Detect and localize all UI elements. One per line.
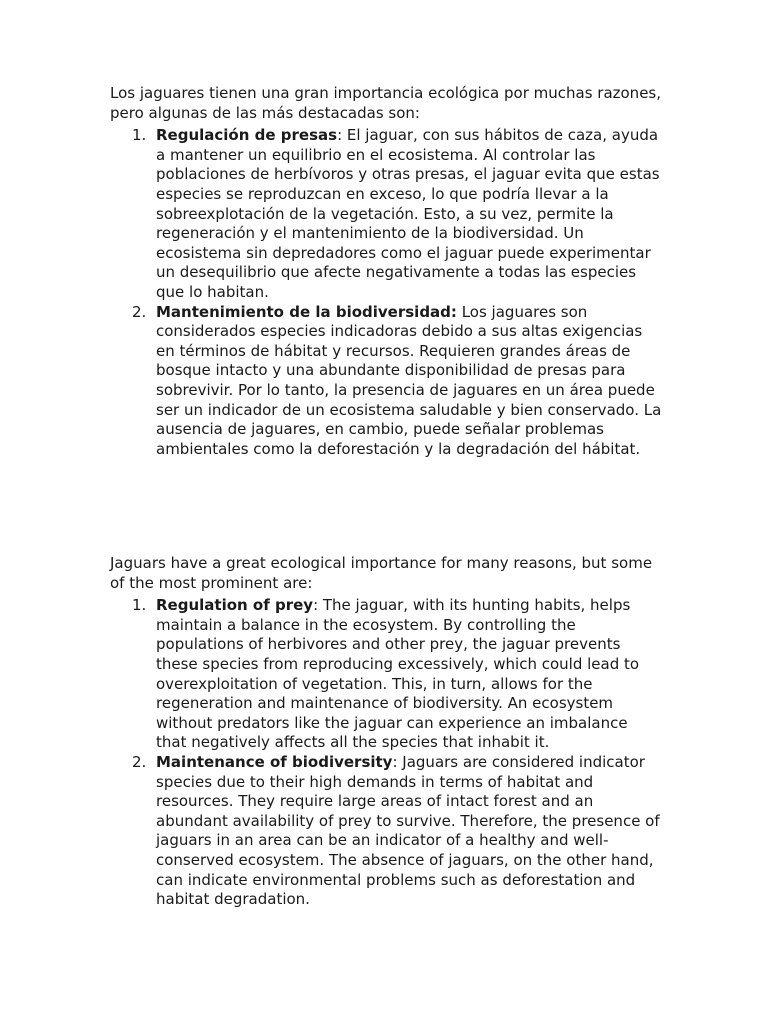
intro-paragraph: Los jaguares tienen una gran importancia ecológica por muchas razones, pero algunas de las más destacadas son: xyxy=(110,84,662,122)
list-item xyxy=(132,752,662,910)
list-number: 2. xyxy=(132,302,147,321)
list-item-separator: : xyxy=(392,752,403,771)
intro-paragraph: Jaguars have a great ecological importance for many reasons, but some of the most prominent are: xyxy=(110,554,653,592)
list-number: 1. xyxy=(132,596,147,615)
list-number: 2. xyxy=(132,752,147,771)
list-item-separator: : xyxy=(337,126,347,145)
english-section xyxy=(110,554,662,910)
list-item-text: Los jaguares son considerados especies indicadoras debido a sus altas exigencias en términos de hábitat y recursos. Requieren grandes áreas de bosque intacto y una abundante disponibilidad de presas para sobrevivir. Por lo tanto, la presencia de jaguares en un área puede ser un indicador de un ecosistema saludable y bien conservado. La ausencia de jaguares, en cambio, puede señalar problemas ambientales como la deforestación y la degradación del hábitat. xyxy=(156,302,662,458)
list-item xyxy=(132,596,662,753)
list-item-separator: : xyxy=(313,596,323,615)
list-item-text: The jaguar, with its hunting habits, helps maintain a balance in the ecosystem. By controlling the populations of herbivores and other prey, the jaguar prevents these species from reproducing excessively, which could lead to overexploitation of vegetation. This, in turn, allows for the regeneration and maintenance of biodiversity. An ecosystem without predators like the jaguar can experience an imbalance that negatively affects all the species that inhabit it. xyxy=(156,596,640,752)
list-number: 1. xyxy=(132,126,147,145)
list-item xyxy=(132,302,662,460)
list-item-text: El jaguar, con sus hábitos de caza, ayuda a mantener un equilibrio en el ecosistema. Al controlar las poblaciones de herbívoros y otras presas, el jaguar evita que estas especies se reproduzcan en exceso, lo que podría llevar a la sobreexplotación de la vegetación. Esto, a su vez, permite la regeneración y el mantenimiento de la biodiversidad. Un ecosistema sin depredadores como el jaguar puede experimentar un desequilibrio que afecte negativamente a todas las especies que lo habitan. xyxy=(156,126,660,301)
spanish-section xyxy=(110,84,662,459)
list-item-term: Regulación de presas xyxy=(156,126,338,145)
list-item xyxy=(132,126,662,302)
numbered-list xyxy=(110,596,662,910)
list-item-term: Mantenimiento de la biodiversidad: xyxy=(156,302,457,321)
list-item-term: Regulation of prey xyxy=(156,596,314,615)
list-item-text: Jaguars are considered indicator species due to their high demands in terms of habitat and resources. They require large areas of intact forest and an abundant availability of prey to survive. Therefore, the presence of jaguars in an area can be an indicator of a healthy and well-conserved ecosystem. The absence of jaguars, on the other hand, can indicate environmental problems such as deforestation and habitat degradation. xyxy=(156,752,660,909)
list-item-term: Maintenance of biodiversity xyxy=(156,752,393,771)
numbered-list xyxy=(110,126,662,459)
